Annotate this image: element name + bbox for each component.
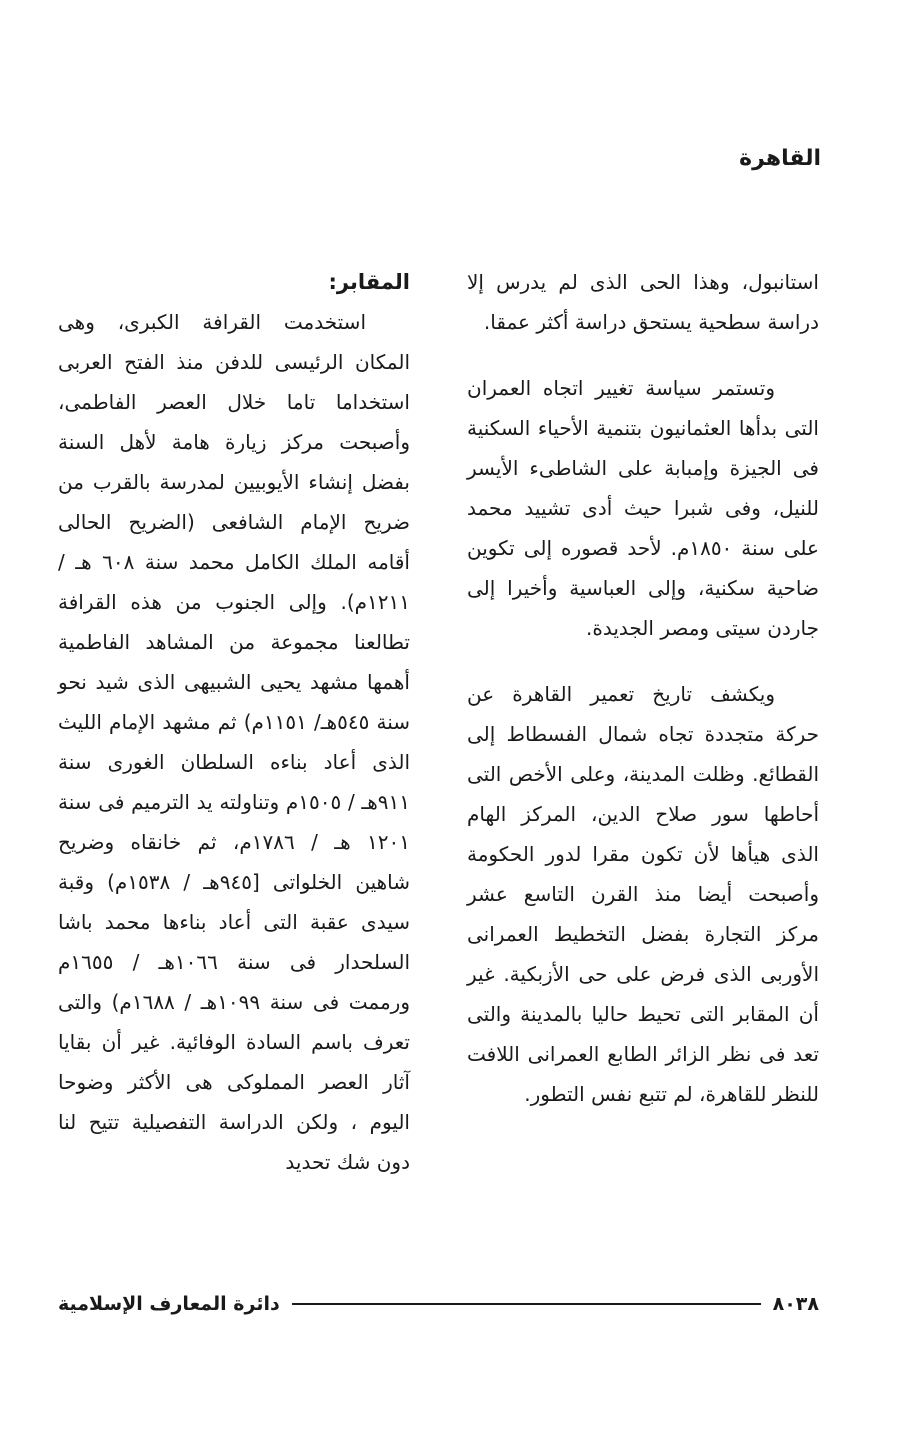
right-paragraph-1: استانبول، وهذا الحى الذى لم يدرس إلا دراسة سطحية يستحق دراسة أكثر عمقا. — [467, 270, 819, 334]
left-paragraph-1: استخدمت القرافة الكبرى، وهى المكان الرئيسى للدفن منذ الفتح العربى استخداما تاما خلال العصر الفاطمى، وأصبحت مركز زيارة هامة لأهل السنة بفضل إنشاء الأيوبيين لمدرسة بالقرب من ضريح الإمام الشافعى (الضريح الحالى أقامه الملك الكامل محمد سنة ٦٠٨ هـ / ١٢١١م). وإلى الجنوب من هذه القرافة تطالعنا مجموعة من المشاهد الفاطمية أهمها مشهد يحيى الشبيهى الذى شيد نحو سنة ٥٤٥هـ/ ١١٥١م) ثم مشهد الإمام الليث الذى أعاد بناءه السلطان الغورى سنة ٩١١هـ / ١٥٠٥م وتناولته يد الترميم فى سنة ١٢٠١ هـ / ١٧٨٦م، ثم خانقاه وضريح شاهين الخلواتى [٩٤٥هـ / ١٥٣٨م) وقبة سيدى عقبة التى أعاد بناءها محمد باشا السلحدار فى سنة ١٠٦٦هـ / ١٦٥٥م ورممت فى سنة ١٠٩٩هـ / ١٦٨٨م) والتى تعرف باسم السادة الوفائية. غير أن بقايا آثار العصر المملوكى هى الأكثر وضوحا اليوم ، ولكن الدراسة التفصيلية تتيح لنا دون شك تحديد — [58, 310, 411, 1174]
publication-title: دائرة المعارف الإسلامية — [58, 1293, 280, 1315]
running-header-title: القاهرة — [739, 146, 821, 171]
right-text-column — [467, 262, 819, 1140]
page-footer — [58, 1284, 819, 1324]
right-paragraph-3: ويكشف تاريخ تعمير القاهرة عن حركة متجددة تجاه شمال الفسطاط إلى القطائع. وظلت المدينة، وعلى الأخص التى أحاطها سور صلاح الدين، المركز الهام الذى هيأها لأن تكون مقرا لدور الحكومة وأصبحت أيضا منذ القرن التاسع عشر مركز التجارة بفضل التخطيط العمرانى الأوربى الذى فرض على حى الأزبكية. غير أن المقابر التى تحيط حاليا بالمدينة والتى تعد فى نظر الزائر الطابع العمرانى اللافت للنظر للقاهرة، لم تتبع نفس التطور. — [467, 682, 819, 1106]
left-text-column — [58, 262, 410, 1182]
right-paragraph-2: وتستمر سياسة تغيير اتجاه العمران التى بدأها العثمانيون بتنمية الأحياء السكنية فى الجيزة وإمبابة على الشاطىء الأيسر للنيل، وفى شبرا حيث أدى تشييد محمد على سنة ١٨٥٠م. لأحد قصوره إلى تكوين ضاحية سكنية، وإلى العباسية وأخيرا إلى جاردن سيتى ومصر الجديدة. — [467, 376, 819, 640]
page-number: ٨٠٣٨ — [772, 1293, 819, 1315]
section-heading-cemeteries: المقابر: — [328, 270, 410, 294]
footer-divider-rule — [292, 1303, 761, 1305]
